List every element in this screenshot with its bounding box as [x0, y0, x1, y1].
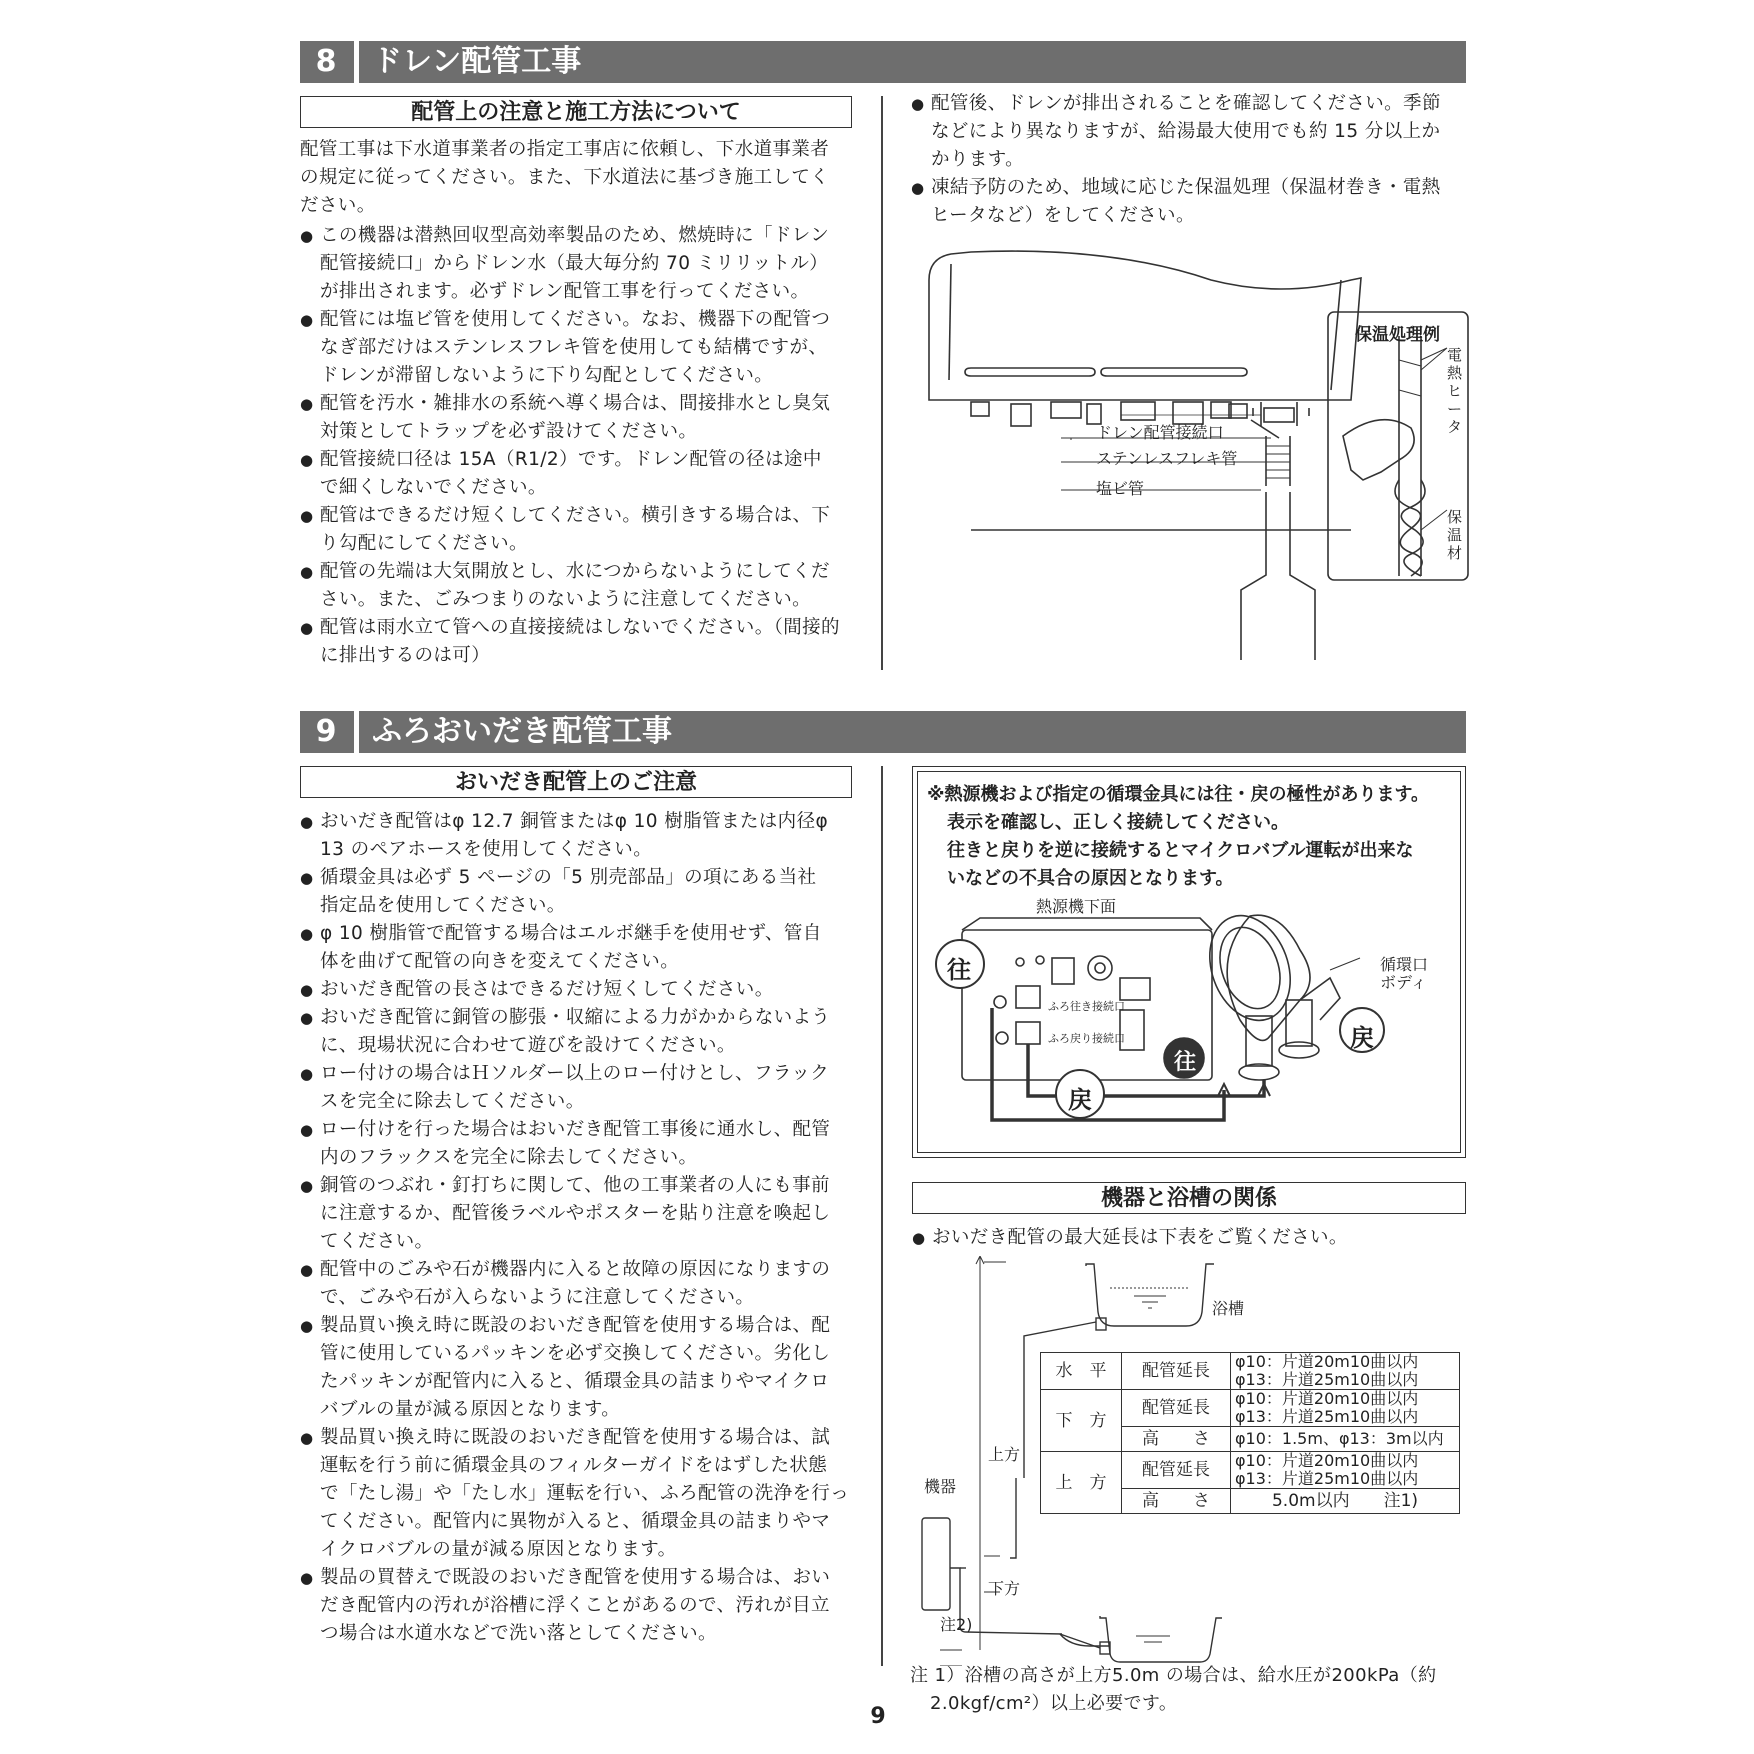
subheading: 配管上の注意と施工方法について — [300, 96, 852, 128]
table-row: 上 方 配管延長 φ10：片道20m10曲以内 φ13：片道25m10曲以内 — [1041, 1452, 1460, 1489]
mark-return: 戻 — [1068, 1086, 1092, 1114]
subheading: 機器と浴槽の関係 — [912, 1182, 1466, 1214]
mark-out: 往 — [1174, 1050, 1197, 1075]
section-title: ふろおいだき配管工事 — [372, 714, 672, 749]
flex-pipe-label: ステンレスフレキ管 — [1096, 449, 1238, 468]
list-item: ● 製品買い換え時に既設のおいだき配管を使用する場合は、配 管に使用しているパッキンを必ず交換してください。劣化し たパッキンが配管内に入ると、循環金具の詰まりやマイクロ バブルの量が減る原因となります。 — [300, 1312, 860, 1424]
list-item: ● 配管の先端は大気開放とし、水につからないようにしてくだ さい。また、ごみつまりのないように注意してください。 — [300, 558, 860, 614]
table-row: 高 さ φ10：1.5m、φ13：3m以内 — [1041, 1427, 1460, 1452]
list-item: ● 凍結予防のため、地域に応じた保温処理（保温材巻き・電熱 ヒータなど）をしてください。 — [911, 174, 1471, 230]
lower-tub — [1100, 1616, 1222, 1662]
upper-tub — [1086, 1264, 1214, 1326]
section-9-header — [300, 711, 1466, 753]
list-item: ● おいだき配管の最大延長は下表をご覧ください。 — [912, 1224, 1472, 1252]
list-item: ● 銅管のつぶれ・釘打ちに関して、他の工事業者の人にも事前 に注意するか、配管後ラベルやポスターを貼り注意を喚起し てください。 — [300, 1172, 860, 1256]
list-item: ● 配管接続口径は 15A（R1/2）です。ドレン配管の径は途中 で細くしないでください。 — [300, 446, 860, 502]
list-item: ● 配管はできるだけ短くしてください。横引きする場合は、下 り勾配にしてください。 — [300, 502, 860, 558]
list-item: ● 配管を汚水・雑排水の系統へ導く場合は、間接排水とし臭気 対策としてトラップを必ず設けてください。 — [300, 390, 860, 446]
down-label: 下方 — [988, 1579, 1021, 1598]
column-divider — [881, 96, 883, 670]
inset-title: 保温処理例 — [1355, 325, 1440, 345]
list-item: ● 配管は雨水立て管への直接接続はしないでください。（間接的 に排出するのは可） — [300, 614, 860, 670]
water-heater-body — [929, 251, 1361, 400]
mark-out: 往 — [947, 956, 971, 984]
circulation-fitting — [1227, 915, 1310, 1040]
list-item: ● ロー付けを行った場合はおいだき配管工事後に通水し、配管 内のフラックスを完全に除去してください。 — [300, 1116, 860, 1172]
footnote-1: 注 1）浴槽の高さが上方5.0m の場合は、給水圧が200kPa（約 2.0kgf/cm²）以上必要です。 — [910, 1665, 1437, 1714]
heater-label: 電熱ヒータ — [1447, 346, 1463, 436]
list-item: ● 配管後、ドレンが排出されることを確認してください。季節 などにより異なりますが、給湯最大使用でも約 15 分以上か かります。 — [911, 90, 1471, 174]
column-divider — [881, 766, 883, 1666]
list-item: ● おいだき配管の長さはできるだけ短くしてください。 — [300, 976, 860, 1004]
table-row: 水 平 配管延長 φ10：片道20m10曲以内 φ13：片道25m10曲以内 — [1041, 1353, 1460, 1390]
list-item: ● この機器は潜熱回収型高効率製品のため、燃焼時に「ドレン 配管接続口」からドレン水（最大毎分約 70 ミリリットル） が排出されます。必ずドレン配管工事を行ってください。 — [300, 222, 860, 306]
device-label: 機器 — [924, 1477, 957, 1496]
list-item: ● φ 10 樹脂管で配管する場合はエルボ継手を使用せず、管自 体を曲げて配管の向きを変えてください。 — [300, 920, 860, 976]
max-length-table — [1040, 1352, 1460, 1514]
pvc-pipe-label: 塩ビ管 — [1096, 479, 1145, 498]
table-row: 高 さ 5.0m以内 注1) — [1041, 1489, 1460, 1514]
polarity-diagram — [920, 900, 1460, 1150]
device — [922, 1518, 950, 1610]
drain-port-label: ドレン配管接続口 — [1096, 423, 1224, 442]
list-item: ● 配管には塩ビ管を使用してください。なお、機器下の配管つ なぎ部だけはステンレスフレキ管を使用しても結構ですが、 ドレンが滞留しないように下り勾配としてください。 — [300, 306, 860, 390]
list-item: ● 製品の買替えで既設のおいだき配管を使用する場合は、おい だき配管内の汚れが浴槽に浮くことがあるので、汚れが目立 つ場合は水道水などで洗い落としてください。 — [300, 1564, 860, 1648]
section-number: 9 — [300, 711, 352, 753]
table-row: 下 方 配管延長 φ10：片道20m10曲以内 φ13：片道25m10曲以内 — [1041, 1390, 1460, 1427]
unit-bottom-label: 熱源機下面 — [1036, 897, 1117, 916]
section-title: ドレン配管工事 — [372, 44, 582, 79]
list-item: ● ロー付けの場合はＨソルダー以上のロー付けとし、フラック スを完全に除去してください。 — [300, 1060, 860, 1116]
subheading: おいだき配管上のご注意 — [300, 766, 852, 798]
section-number: 8 — [300, 41, 352, 83]
out-port-label: ふろ往き接続口 — [1048, 1000, 1125, 1013]
insulation-label: 保温材 — [1447, 508, 1463, 562]
note2-label: 注2) — [940, 1615, 973, 1634]
list-item: ● おいだき配管はφ 12.7 銅管またはφ 10 樹脂管または内径φ 13 のペアホースを使用してください。 — [300, 808, 860, 864]
fitting-body-label: 循環口ボディ — [1380, 955, 1429, 992]
page-number: 9 — [870, 1704, 886, 1729]
up-label: 上方 — [988, 1445, 1021, 1464]
section-8-header — [300, 41, 1466, 83]
list-item: ● 循環金具は必ず 5 ページの「5 別売部品」の項にある当社 指定品を使用してください。 — [300, 864, 860, 920]
mark-return: 戻 — [1350, 1024, 1374, 1052]
list-item: ● 製品買い換え時に既設のおいだき配管を使用する場合は、試 運転を行う前に循環金具のフィルターガイドをはずした状態 で「たし湯」や「たし水」運転を行い、ふろ配管の洗浄を行っ てください。配管内に異物が入ると、循環金具の詰まりやマ イクロバブルの量が減る原因となります。 — [300, 1424, 860, 1564]
polarity-notice: ※熱源機および指定の循環金具には往・戻の極性があります。 表示を確認し、正しく接続してください。 往きと戻りを逆に接続するとマイクロバブル運転が出来な いなどの不具合の原因となります。 — [927, 784, 1430, 889]
pvc-pipe — [1241, 492, 1315, 660]
list-item: ● おいだき配管に銅管の膨張・収縮による力がかからないよう に、現場状況に合わせて遊びを設けてください。 — [300, 1004, 860, 1060]
intro-paragraph: 配管工事は下水道事業者の指定工事店に依頼し、下水道事業者 の規定に従ってください。また、下水道法に基づき施工してく ださい。 — [300, 139, 830, 216]
list-item: ● 配管中のごみや石が機器内に入ると故障の原因になりますの で、ごみや石が入らないように注意してください。 — [300, 1256, 860, 1312]
tub-label: 浴槽 — [1212, 1299, 1245, 1318]
return-port-label: ふろ戻り接続口 — [1048, 1032, 1125, 1045]
